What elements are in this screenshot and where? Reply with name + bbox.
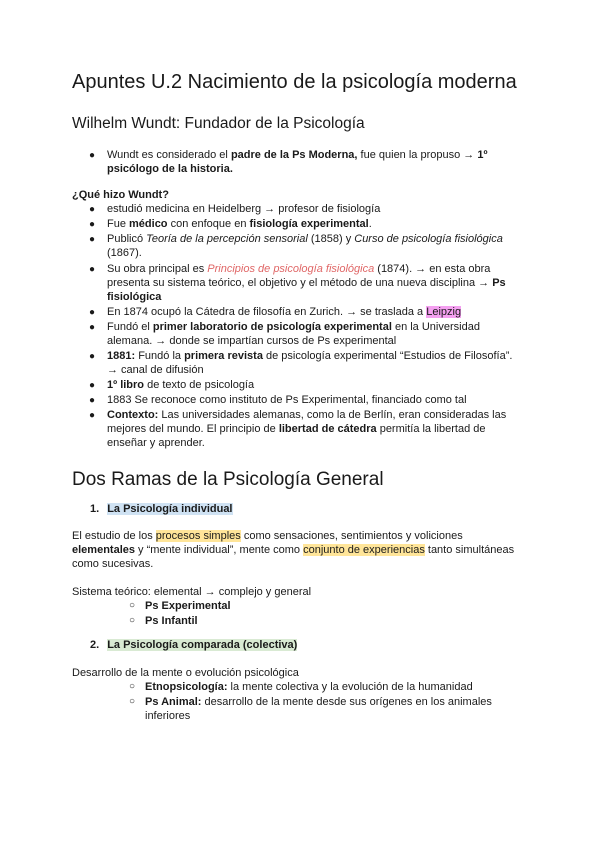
sub-list-item: Etnopsicología: la mente colectiva y la evolución de la humanidad: [145, 681, 473, 693]
sub-list-item: Ps Experimental: [145, 600, 231, 612]
list-item-continuation: → canal de difusión: [107, 364, 204, 376]
list-item: Fue médico con enfoque en fisiología experimental.: [107, 218, 372, 230]
circle-bullet: ○: [129, 681, 136, 692]
paragraph-line: Desarrollo de la mente o evolución psicológica: [72, 667, 299, 679]
sub-list-item: Ps Animal: desarrollo de la mente desde sus orígenes en los animales: [145, 696, 492, 708]
bullet-dot: ●: [89, 380, 96, 391]
bullet-dot: ●: [89, 234, 96, 245]
list-item: Fundó el primer laboratorio de psicología experimental en la Universidad: [107, 321, 480, 333]
bullet-dot: ●: [89, 150, 96, 161]
list-item: 1881: Fundó la primera revista de psicología experimental “Estudios de Filosofía”.: [107, 350, 513, 362]
intro-line-1: Wundt es considerado el padre de la Ps Moderna, fue quien la propuso → 1º: [107, 149, 488, 161]
bullet-dot: ●: [89, 322, 96, 333]
list-item-continuation: (1867).: [107, 247, 142, 259]
bullet-dot: ●: [89, 307, 96, 318]
subheading-what-did-wundt-do: ¿Qué hizo Wundt?: [72, 189, 169, 201]
section-heading-wundt: Wilhelm Wundt: Fundador de la Psicología: [72, 115, 365, 132]
list-item-continuation: presenta su sistema teórico, el objetivo y el método de una nueva disciplina → Ps: [107, 277, 506, 289]
list-item: En 1874 ocupó la Cátedra de filosofía en Zurich. → se traslada a Leipzig: [107, 306, 462, 318]
list-item: Contexto: Las universidades alemanas, como la de Berlín, eran consideradas las: [107, 409, 507, 421]
list-item: Su obra principal es Principios de psicología fisiológica (1874). → en esta obra: [107, 263, 491, 275]
paragraph-line: como sucesivas.: [72, 558, 154, 570]
list-item: 1883 Se reconoce como instituto de Ps Experimental, financiado como tal: [107, 394, 467, 406]
list-item-continuation: enseñar y aprender.: [107, 437, 205, 449]
branch-1-heading: 1. La Psicología individual: [90, 503, 233, 515]
theoretical-system-line: Sistema teórico: elemental → complejo y general: [72, 586, 312, 598]
bullet-dot: ●: [89, 395, 96, 406]
bullet-dot: ●: [89, 351, 96, 362]
circle-bullet: ○: [129, 696, 136, 707]
section-heading-two-branches: Dos Ramas de la Psicología General: [72, 469, 384, 490]
paragraph-line: elementales y “mente individual”, mente como conjunto de experiencias tanto simultáneas: [72, 544, 515, 556]
bullet-dot: ●: [89, 410, 96, 421]
list-item-continuation: fisiológica: [107, 291, 162, 303]
sub-list-item: Ps Infantil: [145, 615, 198, 627]
bullet-dot: ●: [89, 219, 96, 230]
page-title: Apuntes U.2 Nacimiento de la psicología moderna: [72, 71, 517, 93]
bullet-dot: ●: [89, 204, 96, 215]
paragraph-line: El estudio de los procesos simples como sensaciones, sentimientos y voliciones: [72, 530, 463, 542]
circle-bullet: ○: [129, 615, 136, 626]
list-item: Publicó Teoría de la percepción sensorial (1858) y Curso de psicología fisiológica: [107, 233, 503, 245]
list-item: estudió medicina en Heidelberg → profesor de fisiología: [107, 203, 381, 215]
sub-list-item-continuation: inferiores: [145, 710, 191, 722]
list-item-continuation: alemana. → donde se impartían cursos de Ps experimental: [107, 335, 397, 347]
branch-2-heading: 2. La Psicología comparada (colectiva): [90, 639, 298, 651]
list-item: 1º libro de texto de psicología: [107, 379, 255, 391]
bullet-dot: ●: [89, 264, 96, 275]
circle-bullet: ○: [129, 600, 136, 611]
intro-line-2: psicólogo de la historia.: [107, 163, 233, 175]
list-item-continuation: mejores del mundo. El principio de libertad de cátedra permitía la libertad de: [107, 423, 486, 435]
